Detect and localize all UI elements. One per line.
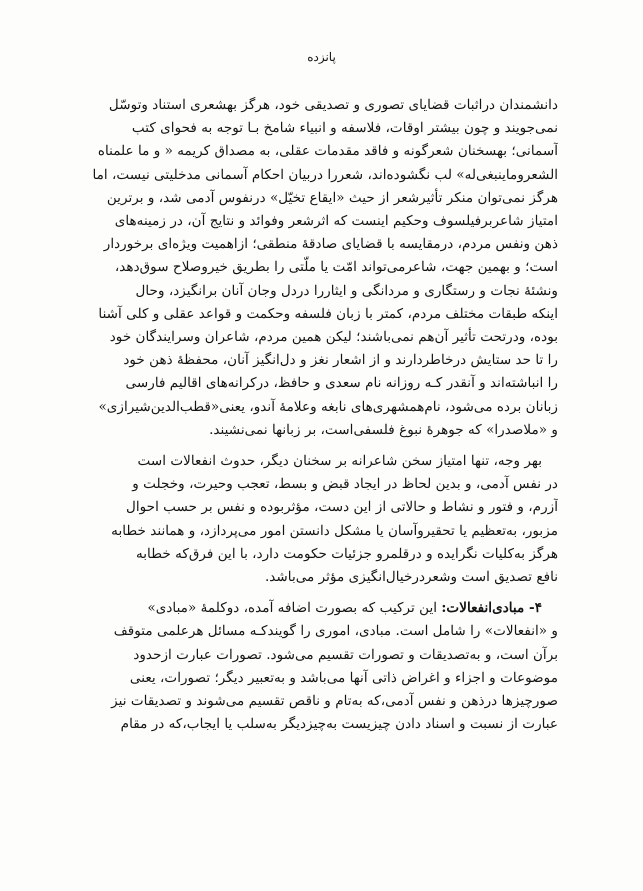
text-line: و «ملاصدرا» که جوهرهٔ نبوغ فلسفی‌است، بر زبانها نمی‌نشیند. bbox=[209, 421, 558, 438]
text-line: است؛ و بهمین جهت، شاعرمی‌تواند امّت یا ملّتی را بطریق خیروصلاح سوق‌دهد، bbox=[114, 259, 558, 276]
text-line: عبارت از نسبت و اسناد دادن چیزیست به‌چیزدیگر به‌سلب یا ایجاب،که در مقام bbox=[120, 716, 558, 733]
text-line: زبانان برده می‌شود، نام‌همشهری‌های نابغه وعلامهٔ آندو، یعنی«قطب‌الدین‌شیرازی» bbox=[98, 398, 558, 415]
text-line: ذهن ونفس مردم، درمقایسه با قضایای صادقهٔ منطقی؛ ازاهمیت ویژه‌ای برخوردار bbox=[103, 236, 558, 253]
text-line: اینکه طبقات مختلف مردم، کمتر با زبان فلسفه وحکمت و قواعد عقلی و کلی آشنا bbox=[98, 305, 558, 322]
text-line bbox=[82, 597, 558, 620]
text-line: هرگز نمی‌توان منکر تأثیرشعر از حیث «ایقاع تخیّل» درنفوس آدمی شد، و برترین bbox=[106, 189, 558, 206]
text-line: هرگز به‌کلیات نگرایده و درقلمرو جزئیات حکومت دارد، با این فرق‌که خطابه bbox=[135, 545, 558, 562]
text-line: و «انفعالات» را شامل است. مبادی، اموری را گویندکـه مسائل هرعلمی متوقف bbox=[113, 623, 558, 640]
text-line: در نفس آدمی، و بدین لحاظ در ایجاد قبض و بسط، تعجب وحیرت، وخجلت و bbox=[132, 476, 558, 493]
text-line: موضوعات و اجزاء و اغراض ذاتی آنها می‌باشد و به‌تعبیر دیگر؛ تصورات، یعنی bbox=[129, 669, 558, 686]
text-line: نمی‌جویند و چون بیشتر اوقات، فلاسفه و انبیاء شامخ بـا توجه به فحوای کتب bbox=[131, 120, 558, 137]
text-line: نافع تصدیق است وشعردرخیال‌انگیزی مؤثر می‌باشد. bbox=[264, 569, 558, 586]
text-line: صورچیزها درذهن و نفس آدمی،که به‌تام و ناقص تقسیم می‌شوند و تصدیقات نیز bbox=[111, 693, 558, 710]
text-line: امتیاز شاعربرفیلسوف وحکیم اینست که اثرشعر وفوائد و نتایج آن، در زمینه‌های bbox=[114, 213, 558, 230]
body-text bbox=[82, 94, 558, 736]
text-line: بهر وجه، تنها امتیاز سخن شاعرانه بر سخنان دیگر، حدوث انفعالات است bbox=[137, 453, 542, 470]
text-run: این ترکیب که بصورت اضافه آمده، دوکلمهٔ «مبادی» bbox=[147, 600, 442, 617]
text-line: آزرم، و فتور و نشاط و حالاتی از این دست، مؤثربوده و نفس بر حسب احوال bbox=[125, 499, 558, 516]
text-line: برآن است، و به‌تصدیقات و تصورات تقسیم می‌شود. تصورات عبارت ازحدود bbox=[133, 646, 558, 663]
text-line: بوده، ودرتحت تأثیر آن‌هم نمی‌باشند؛ لیکن همین مردم، شاعران وسرایندگان خود bbox=[109, 329, 558, 346]
text-line: ونشئهٔ نجات و رستگاری و مردانگی و ایثاررا دردل وجان آنان برانگیزد، وحال bbox=[135, 282, 558, 299]
text-line: دانشمندان دراثبات قضایای تصوری و تصدیقی خود، هرگز بهشعری استناد وتوسّل bbox=[108, 97, 558, 113]
text-line: مزبور، به‌تعظیم یا تحقیروآسان یا مشکل دانستن امور می‌پردازد، و همانند خطابه bbox=[111, 522, 558, 539]
text-line: آسمانی؛ بهسخنان شعرگونه و فاقد مقدمات عقلی، به مصداق کریمه « و ما علمناه bbox=[97, 143, 558, 160]
page-number: پانزده bbox=[307, 50, 336, 64]
text-line: را انباشته‌اند و آنقدر کـه روزانه نام سعدی و حافظ، درکرانه‌های اقالیم فارسی bbox=[125, 375, 558, 392]
section-heading: ۴- مبادی‌انفعالات: bbox=[441, 600, 542, 617]
text-line: الشعروماینبغی‌له» لب نگشوده‌اند، شعررا دربیان احکام آسمانی مدخلیتی نیست، اما bbox=[92, 166, 558, 183]
text-line: را تا حد ستایش درخاطردارند و از اشعار نغز و دل‌انگیز آنان، محفظهٔ ذهن خود bbox=[123, 352, 558, 369]
